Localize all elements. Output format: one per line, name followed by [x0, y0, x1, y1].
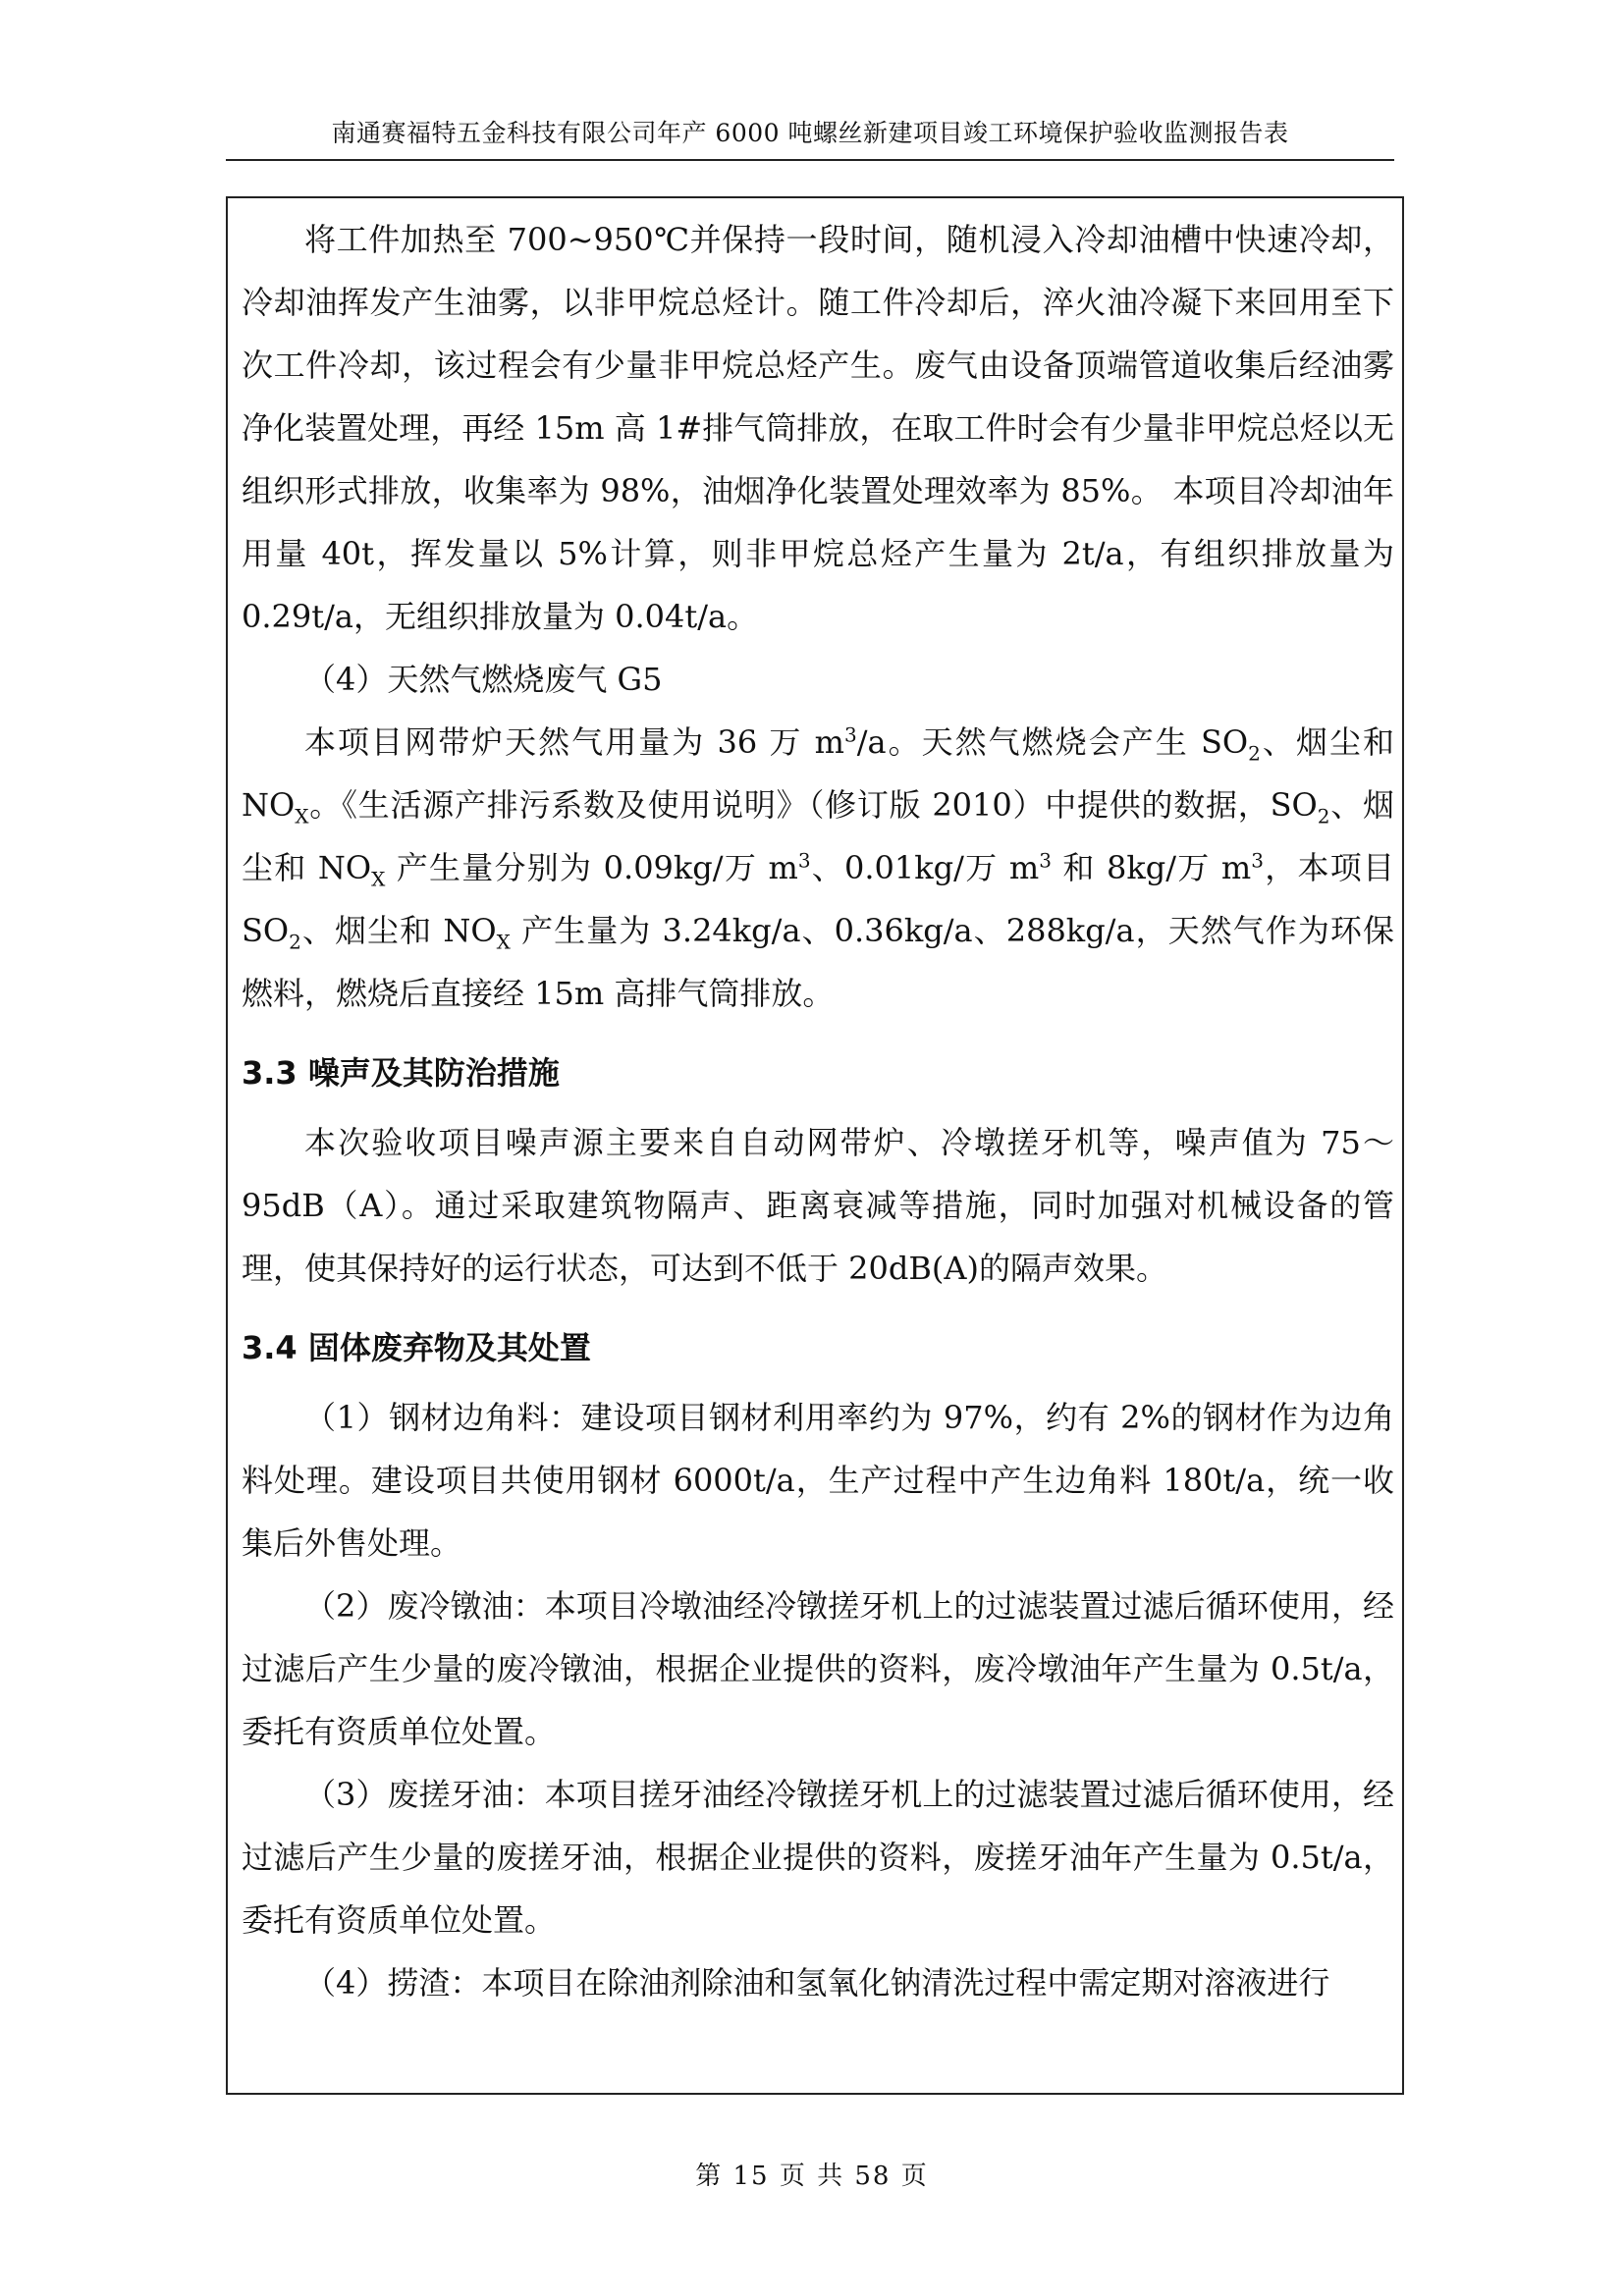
paragraph-quenching: 将工件加热至 700~950℃并保持一段时间，随机浸入冷却油槽中快速冷却，冷却油挥发产生油雾，以非甲烷总烃计。随工件冷却后，淬火油冷凝下来回用至下次工件冷却，该过程会有少量非甲烷总烃产生。废气由设备顶端管道收集后经油雾净化装置处理，再经 15m 高 1#排气筒排放，在取工件时会有少量非甲烷总烃以无组织形式排放，收集率为 98%，油烟净化装置处理效率为 85%。 本项目冷却油年用量 40t，挥发量以 5%计算，则非甲烷总烃产生量为 2t/a，有组织排放量为 0.29t/a，无组织排放量为 0.04t/a。 [242, 221, 1394, 635]
paragraph-thread-rolling-oil: （3）废搓牙油：本项目搓牙油经冷镦搓牙机上的过滤装置过滤后循环使用，经过滤后产生少量的废搓牙油，根据企业提供的资料，废搓牙油年产生量为 0.5t/a，委托有资质单位处置。 [242, 1776, 1394, 1939]
paragraph-cold-heading-oil: （2）废冷镦油：本项目冷墩油经冷镦搓牙机上的过滤装置过滤后循环使用，经过滤后产生少量的废冷镦油，根据企业提供的资料，废冷墩油年产生量为 0.5t/a，委托有资质单位处置。 [242, 1587, 1394, 1750]
paragraph-noise: 本次验收项目噪声源主要来自自动网带炉、冷墩搓牙机等，噪声值为 75～95dB（A）。通过采取建筑物隔声、距离衰减等措施，同时加强对机械设备的管理，使其保持好的运行状态，可达到不低于 20dB(A)的隔声效果。 [242, 1124, 1394, 1287]
page-number: 第 15 页 共 58 页 [695, 2162, 929, 2191]
paragraph-steel-scrap: （1）钢材边角料：建设项目钢材利用率约为 97%，约有 2%的钢材作为边角料处理。建设项目共使用钢材 6000t/a，生产过程中产生边角料 180t/a，统一收集后外售处理。 [242, 1399, 1394, 1562]
document-body [242, 208, 1394, 2014]
section-heading-noise: 3.3 噪声及其防治措施 [242, 1054, 560, 1092]
paragraph-natural-gas: 本项目网带炉天然气用量为 36 万 $m^3/a$。天然气燃烧会产生 $SO_2$、烟尘和 $NO_X$。《生活源产排污系数及使用说明》（修订版 2010）中提供的数据，$SO_2$、烟尘和 $NO_X$ 产生量分别为 0.09kg/万 $m^3$、0.01kg/万 $m^3$ 和 8kg/万 $m^3$，本项目 $SO_2$、烟尘和 $NO_X$ 产生量为 3.24kg/a、0.36kg/a、288kg/a，天然气作为环保燃料，燃烧后直接经 15m 高排气筒排放。 [242, 722, 1394, 1012]
page-header: 南通赛福特五金科技有限公司年产 6000 吨螺丝新建项目竣工环境保护验收监测报告表 [226, 114, 1394, 161]
paragraph-skimmed-residue: （4）捞渣：本项目在除油剂除油和氢氧化钠清洗过程中需定期对溶液进行 [304, 1964, 1330, 2002]
section-heading-solid-waste: 3.4 固体废弃物及其处置 [242, 1329, 591, 1366]
paragraph-gas-heading: （4）天然气燃烧废气 G5 [304, 661, 663, 698]
